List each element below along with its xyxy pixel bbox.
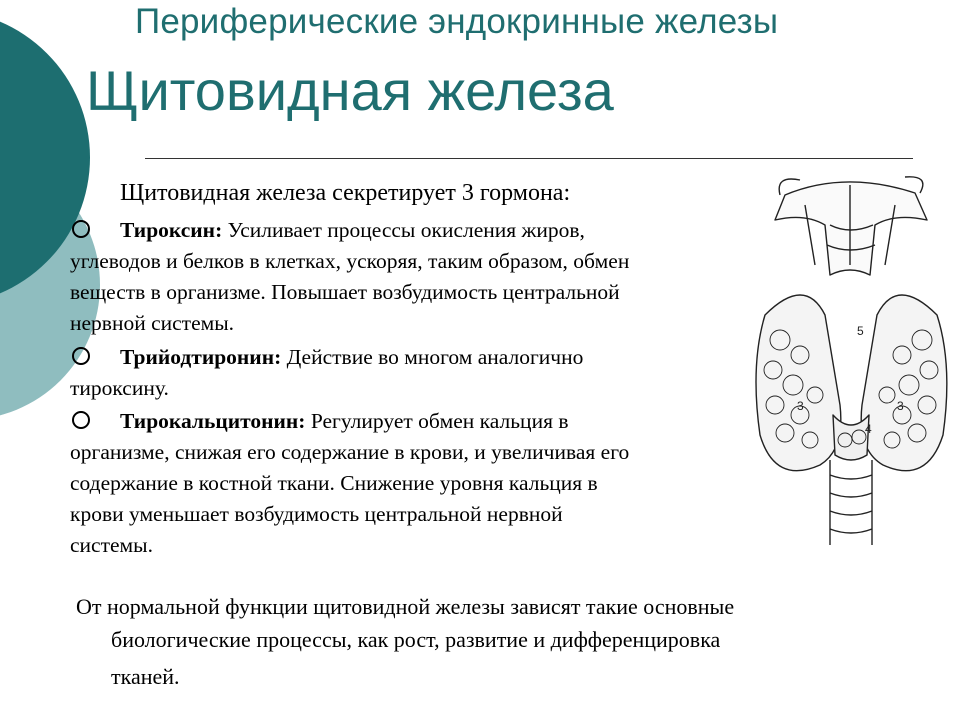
bullet-circle-icon [72,347,90,365]
slide-title: Щитовидная железа [86,59,614,122]
hormone-desc-line: углеводов и белков в клетках, ускоряя, таким образом, обмен [70,249,630,273]
hormone-desc-line: нервной системы. [70,311,235,335]
hormone-desc-line: содержание в костной ткани. Снижение уровня кальция в [70,471,598,495]
illustration-label: 3 [797,399,804,413]
hormone-term: Тирокальцитонин: [120,409,306,433]
thyroid-gland-illustration [745,165,957,550]
hormone-desc-line: тироксину. [70,376,169,400]
slide-supertitle: Периферические эндокринные железы [135,2,779,41]
hormone-term: Трийодтиронин: [120,345,282,369]
hormone-desc-line: веществ в организме. Повышает возбудимость центральной [70,280,620,304]
hormone-first-line [70,406,770,437]
hormone-item-thyrocalcitonin [70,406,770,561]
hormone-item-thyroxine [70,215,770,339]
hormone-desc: Усиливает процессы окисления жиров, [222,218,585,242]
illustration-label: 4 [865,422,872,436]
hormone-desc: Регулирует обмен кальция в [305,409,569,433]
hormone-term: Тироксин: [120,218,223,242]
hormone-desc-line: организме, снижая его содержание в крови, и увеличивая его [70,440,630,464]
hormone-desc-line: системы. [70,533,153,557]
hormone-first-line [70,342,770,373]
hormone-item-triiodothyronine [70,342,770,404]
illustration-label: 5 [857,324,864,338]
hormone-first-line [70,215,770,246]
bullet-circle-icon [72,411,90,429]
title-divider [145,158,913,159]
illustration-label: 3 [897,399,904,413]
intro-text: Щитовидная железа секретирует 3 гормона: [120,180,571,206]
closing-line: От нормальной функции щитовидной железы зависят такие основные [76,594,735,619]
closing-line: биологические процессы, как рост, развитие и дифференцировка [111,627,721,652]
hormone-desc-line: крови уменьшает возбудимость центральной нервной [70,502,563,526]
closing-line: тканей. [111,664,180,689]
hormone-desc: Действие во многом аналогично [281,345,584,369]
bullet-circle-icon [72,220,90,238]
